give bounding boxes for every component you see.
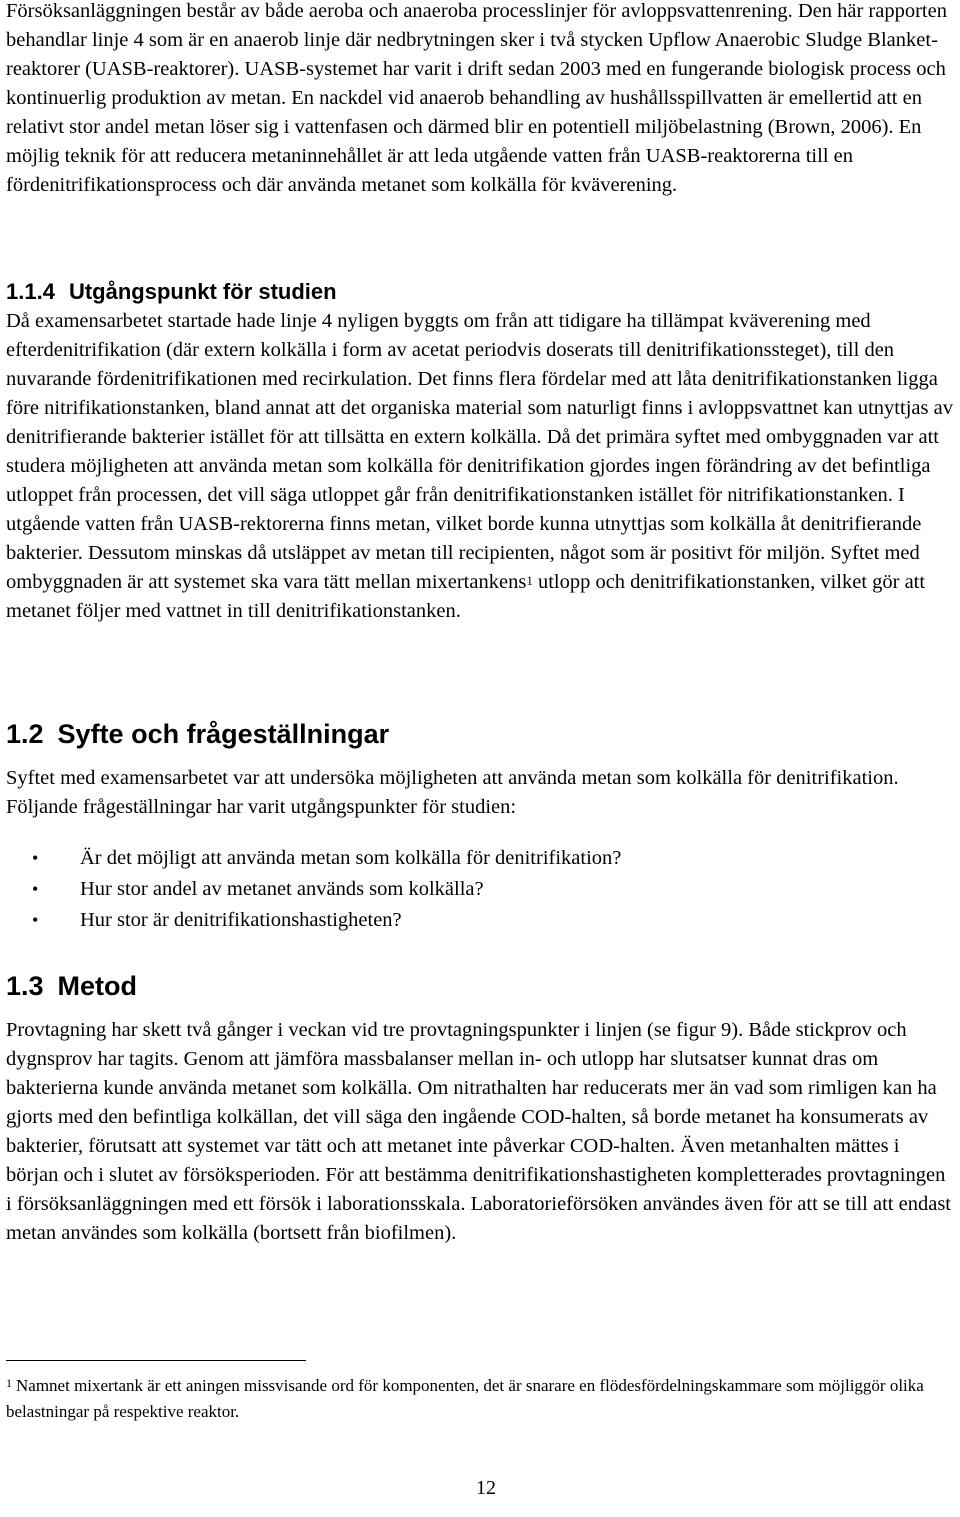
section-1-1-4-paragraph <box>6 307 954 626</box>
bullet-icon: • <box>32 848 39 868</box>
list-item-text: Hur stor är denitrifikationshastigheten? <box>80 909 402 931</box>
footnote-text: Namnet mixertank är ett aningen missvisande ord för komponenten, det är snarare en flödesfördelningskammare som möjliggör olika belastningar på respektive reaktor. <box>6 1376 924 1421</box>
question-list <box>6 843 621 936</box>
footnote <box>6 1373 954 1425</box>
page-number: 12 <box>476 1477 496 1499</box>
section-title: Metod <box>57 971 138 1001</box>
footnote-reference[interactable]: 1 <box>526 573 533 588</box>
section-title: Syfte och frågeställningar <box>57 719 390 749</box>
list-item <box>6 905 621 936</box>
section-heading-1-2 <box>6 717 389 751</box>
paragraph-text: Då examensarbetet startade hade linje 4 nyligen byggts om från att tidigare ha tillämpat kväverening med efterdenitrifikation (där extern kolkälla i form av acetat periodvis doserats till denitrifikationssteget), till den nuvarande fördenitrifikationen med recirkulation. Det finns flera fördelar med att låta denitrifikationstanken ligga före nitrifikationstanken, bland annat att det organiska material som naturligt finns i avloppsvattnet kan utnyttjas av denitrifierande bakterier istället för att tillsätta en extern kolkälla. Då det primära syftet med ombyggnaden var att studera möjligheten att använda metan som kolkälla för denitrifikation gjordes ingen förändring av det befintliga utloppet från processen, det vill säga utloppet går från denitrifikationstanken istället för nitrifikationstanken. I utgående vatten från UASB-rektorerna finns metan, vilket borde kunna utnyttjas som kolkälla åt denitrifierande bakterier. Dessutom minskas då utsläppet av metan till recipienten, något som är positivt för miljön. Syftet med ombyggnaden är att systemet ska vara tätt mellan mixertankens <box>6 310 953 593</box>
section-number: 1.2 <box>6 719 44 749</box>
list-item <box>6 843 621 874</box>
bullet-icon: • <box>32 879 39 899</box>
footnote-number: 1 <box>6 1376 12 1390</box>
section-1-3-paragraph: Provtagning har skett två gånger i veckan vid tre provtagningspunkter i linjen (se figur 9). Både stickprov och dygnsprov har tagits. Genom att jämföra massbalanser mellan in- och utlopp har slutsatser kunnat dras om bakterierna kunde använda metanet som kolkälla. Om nitrathalten har reducerats mer än vad som rimligen kan ha gjorts med den befintliga kolkällan, det vill säga den ingående COD-halten, så borde metanet ha konsumerats av bakterier, förutsatt att systemet var tätt och att metanet inte påverkar COD-halten. Även metanhalten mättes i början och i slutet av försöksperioden. För att bestämma denitrifikationshastigheten kompletterades provtagningen i försöksanläggningen med ett försök i laborationsskala. Laboratorieförsöken användes även för att se till att endast metan användes som kolkälla (bortsett från biofilmen). <box>6 1019 951 1244</box>
section-number: 1.3 <box>6 971 44 1001</box>
section-heading-1-1-4 <box>6 278 337 306</box>
footnote-divider <box>6 1360 306 1361</box>
list-item-text: Är det möjligt att använda metan som kolkälla för denitrifikation? <box>80 847 622 869</box>
section-heading-1-3 <box>6 969 137 1003</box>
bullet-icon: • <box>32 910 39 930</box>
intro-paragraph: Försöksanläggningen består av både aeroba och anaeroba processlinjer för avloppsvattenrening. Den här rapporten behandlar linje 4 som är en anaerob linje där nedbrytningen sker i två stycken Upflow Anaerobic Sludge Blanket-reaktorer (UASB-reaktorer). UASB-systemet har varit i drift sedan 2003 med en fungerande biologisk process och kontinuerlig produktion av metan. En nackdel vid anaerob behandling av hushållsspillvatten är emellertid att en relativt stor andel metan löser sig i vattenfasen och därmed blir en potentiell miljöbelastning (Brown, 2006). En möjlig teknik för att reducera metaninnehållet är att leda utgående vatten från UASB-reaktorerna till en fördenitrifikationsprocess och där använda metanet som kolkälla för kväverening. <box>6 0 947 196</box>
section-1-2-paragraph: Syftet med examensarbetet var att undersöka möjligheten att använda metan som kolkälla för denitrifikation. Följande frågeställningar har varit utgångspunkter för studien: <box>6 767 899 818</box>
paragraph-text-continued: utlopp och denitrifikationstanken, vilket gör att metanet följer med vattnet in till denitrifikationstanken. <box>6 571 926 622</box>
list-item-text: Hur stor andel av metanet används som kolkälla? <box>80 878 484 900</box>
section-number: 1.1.4 <box>6 279 55 304</box>
list-item <box>6 874 621 905</box>
section-title: Utgångspunkt för studien <box>68 279 337 304</box>
